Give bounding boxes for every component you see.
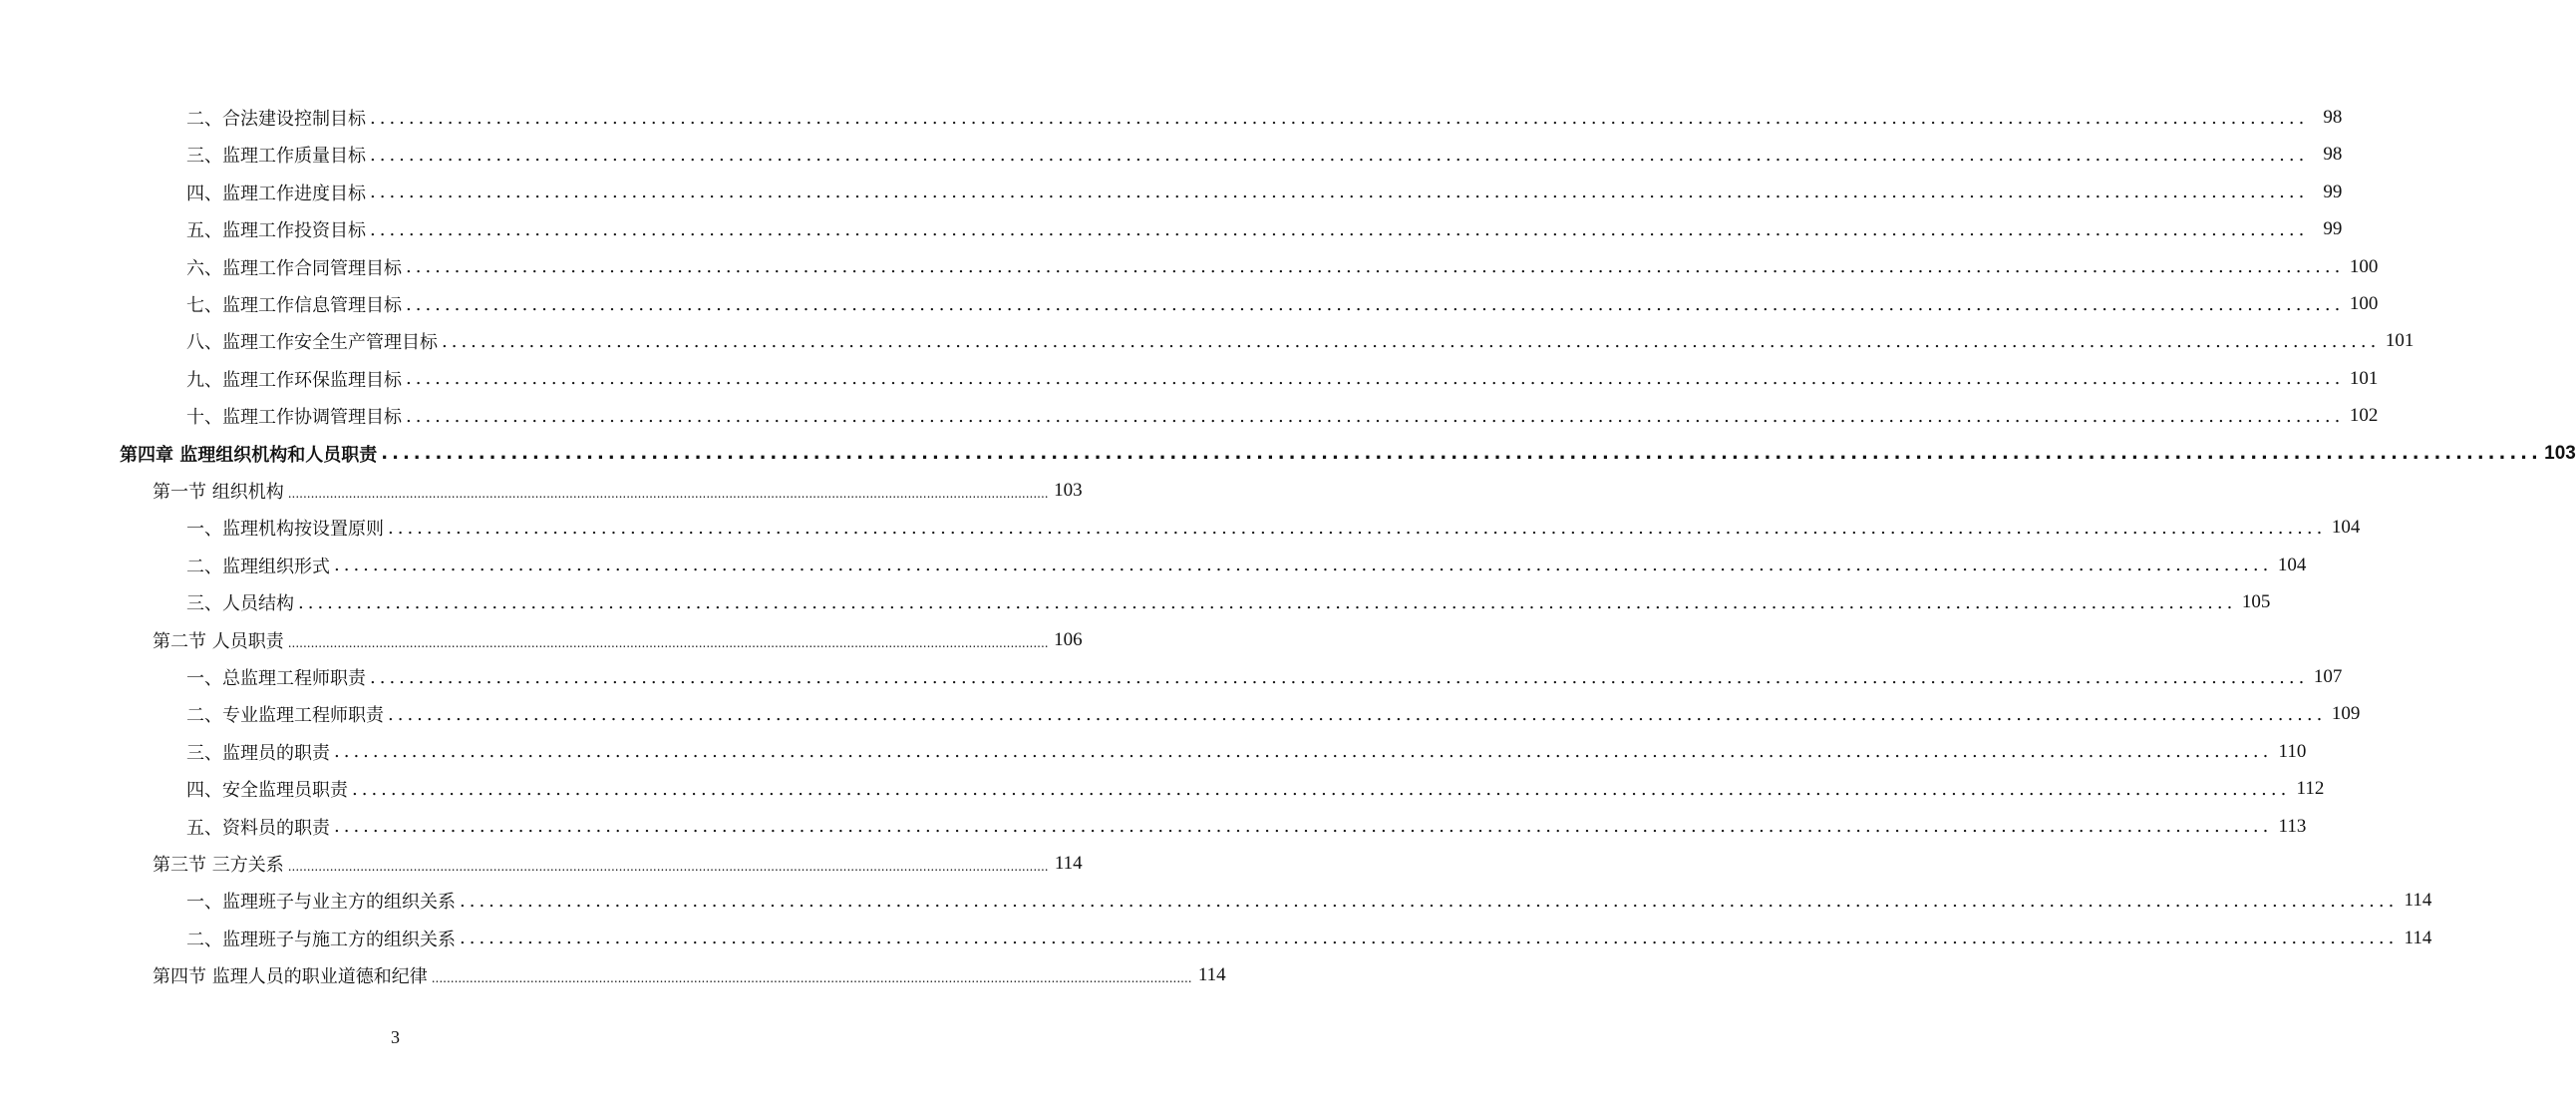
toc-entry[interactable] [186, 696, 2361, 732]
toc-dot-leader: ........................................................................................................................................................................................................ [406, 256, 2345, 278]
toc-entry[interactable] [186, 734, 2307, 770]
toc-entry-page-number: 114 [1197, 964, 1226, 986]
toc-entry[interactable] [186, 211, 2343, 247]
toc-dot-leader: ........................................................................................................................................................................................................ [460, 890, 2399, 912]
toc-dot-leader: ........................................................................................................................................................................................................ [406, 368, 2345, 390]
toc-entry-title: 第四章 监理组织机构和人员职责 [120, 444, 378, 466]
toc-dot-leader: ........................................................................................................................................................................................................ [370, 107, 2309, 129]
toc-entry-title: 三、监理员的职责 [186, 742, 330, 764]
toc-entry[interactable] [186, 175, 2343, 210]
toc-dot-leader: ........................................................................................................................................................................................................ [388, 703, 2327, 725]
toc-entry-page-number: 105 [2241, 591, 2271, 613]
toc-dot-leader: ........................................................................................................................................................................................................ [381, 443, 2542, 465]
toc-entry[interactable] [186, 286, 2379, 322]
toc-entry[interactable] [186, 921, 2432, 956]
toc-dot-leader: ........................................................................................................................................................................................................ [352, 778, 2291, 800]
toc-dot-leader: ........................................................................................................................................................................................................ [431, 971, 1192, 986]
toc-dot-leader: ........................................................................................................................................................................................................ [334, 555, 2273, 576]
toc-entry-title: 一、监理机构按设置原则 [186, 519, 384, 541]
toc-entry-title: 三、人员结构 [186, 593, 294, 615]
page-number: 3 [391, 1027, 400, 1047]
toc-entry[interactable] [186, 510, 2361, 546]
toc-entry-page-number: 99 [2323, 181, 2343, 202]
toc-entry-title: 一、监理班子与业主方的组织关系 [186, 892, 456, 914]
toc-dot-leader: ........................................................................................................................................................................................................ [370, 218, 2309, 240]
toc-entry-page-number: 110 [2278, 740, 2307, 762]
toc-entry-page-number: 106 [1054, 628, 1083, 650]
toc-entry-page-number: 112 [2296, 778, 2325, 800]
toc-entry[interactable] [186, 398, 2379, 434]
toc-entry-title: 二、合法建设控制目标 [186, 109, 366, 130]
toc-entry-page-number: 103 [1054, 480, 1083, 501]
toc-entry-title: 七、监理工作信息管理目标 [186, 295, 402, 316]
toc-dot-leader: ........................................................................................................................................................................................................ [298, 591, 2237, 613]
toc-entry[interactable] [186, 100, 2343, 136]
toc-entry-title: 二、专业监理工程师职责 [186, 705, 384, 727]
toc-entry[interactable] [186, 548, 2307, 583]
toc-entry-title: 九、监理工作环保监理目标 [186, 369, 402, 391]
toc-dot-leader: ........................................................................................................................................................................................................ [406, 405, 2345, 427]
toc-dot-leader: ........................................................................................................................................................................................................ [442, 330, 2381, 352]
toc-entry-page-number: 101 [2349, 367, 2379, 389]
toc-entry-page-number: 104 [2277, 554, 2307, 575]
toc-entry-title: 二、监理组织形式 [186, 556, 330, 577]
toc-dot-leader: ........................................................................................................................................................................................................ [370, 182, 2309, 203]
toc-dot-leader: ........................................................................................................................................................................................................ [370, 666, 2309, 688]
toc-entry-page-number: 102 [2349, 405, 2379, 427]
toc-entry-title: 二、监理班子与施工方的组织关系 [186, 929, 456, 950]
toc-entry-title: 八、监理工作安全生产管理目标 [186, 332, 438, 354]
toc-entry-title: 三、监理工作质量目标 [186, 146, 366, 168]
toc-entry[interactable] [153, 957, 1226, 993]
toc-entry[interactable] [153, 473, 1083, 509]
toc-entry-title: 四、监理工作进度目标 [186, 183, 366, 204]
toc-entry[interactable] [186, 137, 2343, 173]
toc-dot-leader: ........................................................................................................................................................................................................ [388, 517, 2327, 539]
toc-dot-leader: ........................................................................................................................................................................................................ [287, 860, 1049, 874]
toc-entry-title: 六、监理工作合同管理目标 [186, 257, 402, 279]
toc-dot-leader: ........................................................................................................................................................................................................ [370, 144, 2309, 166]
toc-entry[interactable] [186, 323, 2415, 359]
toc-entry-page-number: 114 [1054, 853, 1083, 874]
toc-entry-title: 第四节 监理人员的职业道德和纪律 [153, 966, 428, 988]
toc-entry[interactable] [186, 659, 2343, 695]
toc-entry-page-number: 100 [2349, 293, 2379, 314]
toc-entry[interactable] [186, 249, 2379, 285]
toc-entry[interactable] [186, 771, 2325, 807]
toc-entry[interactable] [120, 436, 2576, 472]
toc-entry[interactable] [153, 622, 1083, 658]
toc-entry-page-number: 103 [2544, 442, 2576, 464]
toc-entry-page-number: 114 [2404, 927, 2432, 948]
toc-entry-title: 五、监理工作投资目标 [186, 220, 366, 242]
toc-dot-leader: ........................................................................................................................................................................................................ [287, 487, 1049, 501]
toc-entry-title: 一、总监理工程师职责 [186, 668, 366, 689]
toc-entry-page-number: 99 [2323, 218, 2343, 240]
toc-entry-page-number: 100 [2349, 255, 2379, 277]
toc-entry[interactable] [153, 846, 1083, 882]
toc-entry-page-number: 98 [2323, 107, 2343, 128]
toc-entry-title: 第三节 三方关系 [153, 855, 284, 876]
toc-entry[interactable] [186, 809, 2307, 845]
toc-dot-leader: ........................................................................................................................................................................................................ [334, 741, 2273, 763]
toc-entry-title: 第一节 组织机构 [153, 482, 284, 503]
toc-entry-page-number: 107 [2313, 666, 2343, 687]
toc-dot-leader: ........................................................................................................................................................................................................ [406, 293, 2345, 315]
toc-dot-leader: ........................................................................................................................................................................................................ [287, 635, 1049, 650]
toc-entry-page-number: 104 [2331, 517, 2361, 539]
toc-entry[interactable] [186, 361, 2379, 397]
toc-entry-title: 十、监理工作协调管理目标 [186, 407, 402, 429]
toc-entry[interactable] [186, 883, 2432, 919]
toc-entry-page-number: 113 [2278, 815, 2307, 837]
toc-entry-page-number: 114 [2404, 890, 2432, 912]
toc-entry-page-number: 101 [2385, 330, 2415, 352]
toc-dot-leader: ........................................................................................................................................................................................................ [334, 816, 2273, 838]
toc-entry-page-number: 98 [2323, 144, 2343, 166]
toc-dot-leader: ........................................................................................................................................................................................................ [460, 928, 2399, 949]
toc-entry[interactable] [186, 584, 2271, 620]
toc-entry-page-number: 109 [2331, 703, 2361, 725]
toc-entry-title: 第二节 人员职责 [153, 630, 284, 652]
toc-entry-title: 五、资料员的职责 [186, 817, 330, 839]
toc-entry-title: 四、安全监理员职责 [186, 780, 348, 802]
